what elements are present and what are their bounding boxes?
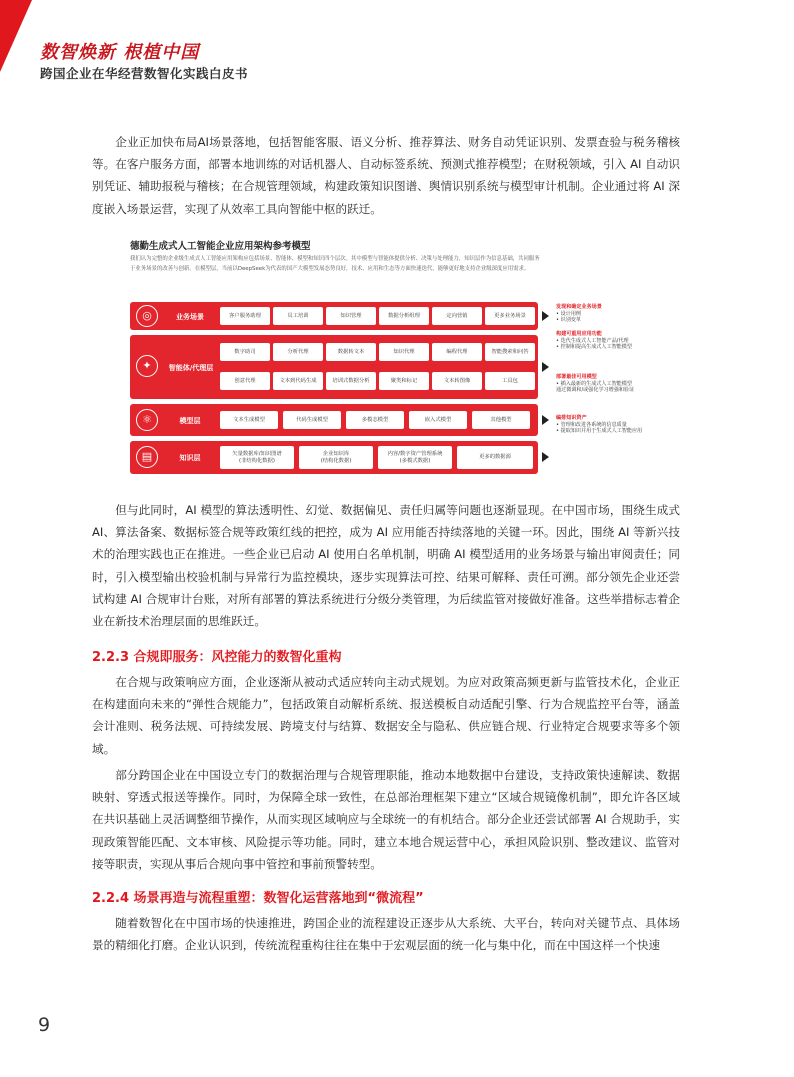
side-note-bullet: • 管理和改进各系统的信息质量 — [556, 422, 690, 429]
band-model — [130, 404, 538, 436]
model-box: 文本生成模型 — [220, 411, 278, 429]
scenario-box: 客户服务助理 — [220, 307, 270, 325]
architecture-figure — [130, 238, 690, 478]
side-note-title: 发现和确定业务场景 — [556, 304, 602, 310]
header-title: 跨国企业在华经营数智化实践白皮书 — [40, 66, 249, 81]
band-agent — [130, 335, 538, 399]
header-slogan: 数智焕新 根植中国 — [40, 42, 200, 63]
band-scenario — [130, 302, 538, 330]
agent-box: 文本转图像 — [432, 372, 482, 390]
arrow-right-icon — [542, 452, 549, 462]
arrow-right-icon — [542, 362, 549, 372]
knowledge-box: 矢量数据库/知识图谱 (非结构化数据) — [220, 446, 294, 469]
scenario-box: 数据分析组理 — [379, 307, 429, 325]
model-box: 嵌入式模型 — [409, 411, 467, 429]
scenario-box: 知识管理 — [326, 307, 376, 325]
side-note-title: 构建可重用应用功能 — [556, 331, 602, 337]
side-note-text: 通过微调和/或强化学习增强和验证 — [556, 387, 635, 394]
side-note-bullet: • 识别变革 — [556, 317, 690, 324]
agent-box: 文本到代码生成 — [273, 372, 323, 390]
agent-box: 培训式数据分析 — [326, 372, 376, 390]
agent-box: 分析代理 — [273, 343, 323, 361]
side-note-bullet: • 设计用例 — [556, 311, 690, 318]
side-note-knowledge — [556, 415, 690, 435]
side-note-scenario — [556, 304, 690, 324]
figure-title: 德勤生成式人工智能企业应用架构参考模型 — [130, 241, 311, 252]
side-note-model — [556, 374, 690, 394]
paragraph-ai-scenarios: 企业正加快布局AI场景落地，包括智能客服、语义分析、推荐算法、财务自动凭证识别、发票查验与税务稽核等。在客户服务方面，部署本地训练的对话机器人、自动标签系统、预测式推荐模型；在财税领域，引入 AI 自动识别凭证、辅助报税与稽核；在合规管理领域，构建政策知识图谱、舆情识别系统与模型审计机制。企业通过将 AI 深度嵌入场景运营，实现了从效率工具向智能中枢的跃迁。 — [92, 135, 680, 216]
model-box: 代码生成模型 — [283, 411, 341, 429]
arrow-right-icon — [542, 311, 549, 321]
band-scenario-label: 业务场景 — [176, 313, 204, 321]
agent-box: 创意代理 — [220, 372, 270, 390]
agent-box: 工具包 — [485, 372, 535, 390]
section-heading-2-2-3: 2.2.3 合规即服务：风控能力的数智化重构 — [92, 650, 342, 665]
document-icon: ▤ — [136, 446, 158, 468]
atom-icon: ⚛ — [136, 409, 158, 431]
paragraph-data-governance: 部分跨国企业在中国设立专门的数据治理与合规管理职能，推动本地数据中台建设，支持政策快速解读、数据映射、穿透式报送等操作。同时，为保障全球一致性，在总部治理框架下建立“区域合规镜像机制”，即允许各区域在共识基础上灵活调整细节操作，从而实现区域响应与全球统一的有机结合。部分企业还尝试部署 AI 合规助手，实现政策智能匹配、文本审核、风险提示等功能。同时，建立本地合规运营中心，承担风险识别、整改建议、监管对接等职责，实现从事后合规向事中管控和事前预警转型。 — [92, 768, 680, 871]
scenario-box: 定向营销 — [432, 307, 482, 325]
arrow-right-icon — [542, 415, 549, 425]
knowledge-box: 企业知识库 (结构化数据) — [299, 446, 373, 469]
agent-box: 编程代理 — [432, 343, 482, 361]
band-model-label: 模型层 — [179, 417, 201, 425]
scenario-box: 更多业务场景 — [485, 307, 535, 325]
side-note-agent — [556, 331, 690, 351]
side-note-bullet: • 控制和提高生成式人工智能模型 — [556, 344, 690, 351]
figure-description: 我们认为完整的企业级生成式人工智能应用架构应包括场景、智能体、模型和知识四个层次。其中模型与智能体提供分析、决策与处理能力，知识层作为信息基础，共同服务于业务场景的改善与创新。在模型层，当前以DeepSeek为代表的国产大模型发展态势良好，技术、应用和生态等方面快速迭代，能够更好地支持企业级深度应用需求。 — [130, 256, 540, 272]
paragraph-ai-governance: 但与此同时，AI 模型的算法透明性、幻觉、数据偏见、责任归属等问题也逐渐显现。在中国市场，围绕生成式 AI、算法备案、数据标签合规等政策红线的把控，成为 AI 应用能否持续落地的关键一环。因此，围绕 AI 等新兴技术的治理实践也正在推进。一些企业已启动 AI 使用白名单机制，明确 AI 模型适用的业务场景与输出审阅责任；同时，引入模型输出校验机制与异常行为监控模块，逐步实现算法可控、结果可解释、责任可溯。部分领先企业还尝试构建 AI 合规审计台账，对所有部署的算法系统进行分级分类管理，为后续监管对接做好准备。这些举措标志着企业在新技术治理层面的思维跃迁。 — [92, 503, 680, 629]
agent-box: 智能搜索和问答 — [485, 343, 535, 361]
knowledge-box: 内容/数字资产管理系统 (多模式数据) — [378, 446, 452, 469]
paragraph-process-reshaping: 随着数智化在中国市场的快速推进，跨国企业的流程建设正逐步从大系统、大平台，转向对关键节点、具体场景的精细化打磨。企业认识到，传统流程重构往往在集中于宏观层面的统一化与集中化，而在中国这样一个快速 — [92, 916, 680, 953]
section-heading-2-2-4: 2.2.4 场景再造与流程重塑：数智化运营落地到“微流程” — [92, 891, 424, 906]
side-note-title: 部署最佳可用模型 — [556, 374, 597, 380]
agent-box: 知识代理 — [379, 343, 429, 361]
side-note-bullet: • 迭代生成式人工智能产品/代理 — [556, 338, 690, 345]
band-knowledge-label: 知识层 — [179, 454, 201, 462]
side-note-bullet: • 提取知识并用于生成式人工智能应用 — [556, 428, 690, 435]
model-box: 其他模型 — [472, 411, 530, 429]
rocket-icon: ✦ — [136, 355, 158, 377]
agent-box: 数据转文本 — [326, 343, 376, 361]
location-pin-icon: ◎ — [136, 305, 158, 327]
page-number: 9 — [38, 1014, 51, 1036]
band-knowledge — [130, 441, 538, 474]
knowledge-box: 更多的数据源 — [457, 446, 533, 469]
model-box: 多模态模型 — [346, 411, 404, 429]
paragraph-compliance-response: 在合规与政策响应方面，企业逐渐从被动式适应转向主动式规划。为应对政策高频更新与监管技术化，企业正在构建面向未来的“弹性合规能力”，包括政策自动解析系统、报送模板自动适配引擎、行为合规监控平台等，涵盖会计准则、税务法规、可持续发展、跨境支付与结算、数据安全与隐私、供应链合规、行业特定合规要求等多个领域。 — [92, 675, 680, 756]
side-note-bullet: • 插入最新的生成式人工智能模型 — [556, 381, 690, 388]
side-note-title: 编排知识资产 — [556, 415, 587, 421]
scenario-box: 员工培训 — [273, 307, 323, 325]
agent-box: 数字助司 — [220, 343, 270, 361]
agent-box: 聚类和标记 — [379, 372, 429, 390]
band-agent-label: 智能体/代理层 — [168, 364, 214, 372]
header-corner-decoration — [0, 0, 32, 72]
